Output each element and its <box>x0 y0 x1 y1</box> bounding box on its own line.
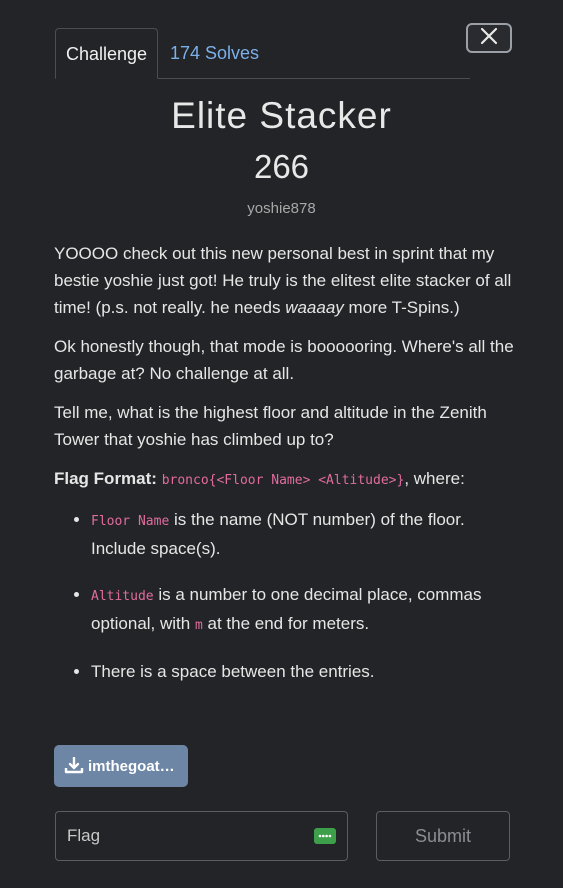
tab-bar <box>55 28 470 79</box>
tab-solves[interactable]: 174 Solves <box>170 43 260 63</box>
tab-challenge[interactable]: Challenge <box>55 28 158 79</box>
description-paragraph-2: Ok honestly though, that mode is boooooring. Where's all the garbage at? No challenge at all. <box>54 337 514 383</box>
description-p1-end: more T-Spins.) <box>343 298 460 317</box>
list-item <box>91 506 514 562</box>
flag-format-line <box>54 465 514 494</box>
flag-input[interactable] <box>55 811 348 861</box>
description-p1-emphasis: waaaay <box>285 298 344 317</box>
list-item <box>91 581 514 639</box>
flag-format-code: bronco{<Floor Name> <Altitude>} <box>161 473 405 488</box>
submit-button[interactable]: Submit <box>376 811 510 861</box>
flag-format-tail: , where: <box>404 469 465 488</box>
challenge-title: Elite Stacker <box>171 95 392 136</box>
challenge-points: 266 <box>253 148 310 185</box>
meters-code: m <box>194 618 203 633</box>
password-manager-icon[interactable] <box>314 828 336 844</box>
close-button[interactable] <box>466 23 512 53</box>
close-icon <box>479 26 499 51</box>
description-paragraph-1 <box>54 240 514 321</box>
description-p1-start: YOOOO check out this new personal best in sprint that my bestie yoshie just got! He truly is the elitest elite stacker of all time! (p.s. not really. he needs <box>54 244 512 317</box>
floor-name-code: Floor Name <box>91 514 170 529</box>
download-icon <box>64 757 84 775</box>
challenge-description <box>54 240 514 704</box>
file-name-label: imthegoat… <box>88 757 175 775</box>
flag-format-label: Flag Format: <box>54 469 157 488</box>
file-download-button[interactable] <box>54 745 188 787</box>
bullet-text: is the name (NOT number) of the floor. Include space(s). <box>91 510 465 558</box>
bullet-text: at the end for meters. <box>202 614 370 633</box>
description-paragraph-3: Tell me, what is the highest floor and altitude in the Zenith Tower that yoshie has climbed up to? <box>54 403 487 449</box>
flag-rules-list <box>54 506 514 685</box>
bullet-text: There is a space between the entries. <box>91 662 375 681</box>
list-item <box>91 658 514 685</box>
bullet-text: is a number to one decimal place, commas optional, with <box>91 585 482 633</box>
altitude-code: Altitude <box>91 589 154 604</box>
challenge-author: yoshie878 <box>247 200 316 217</box>
